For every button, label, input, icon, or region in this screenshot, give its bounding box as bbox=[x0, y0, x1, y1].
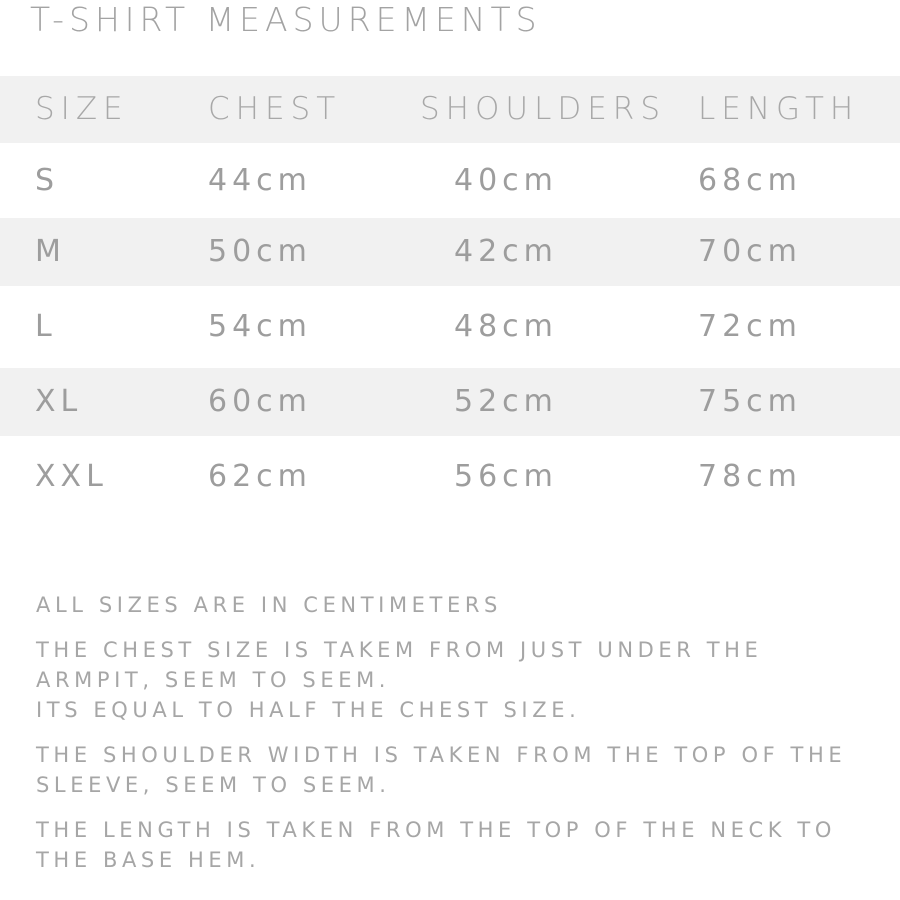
header-size: SIZE bbox=[35, 91, 129, 127]
cell-chest: 62cm bbox=[208, 459, 312, 494]
table-header-row bbox=[0, 76, 900, 143]
table-row bbox=[0, 436, 900, 518]
page-title: T-SHIRT MEASUREMENTS bbox=[30, 0, 542, 39]
cell-size: M bbox=[35, 234, 66, 269]
cell-size: S bbox=[35, 163, 60, 198]
cell-size: XXL bbox=[35, 459, 108, 494]
cell-shoulders: 40cm bbox=[454, 163, 558, 198]
note-units-text: ALL SIZES ARE IN CENTIMETERS bbox=[36, 593, 502, 617]
cell-chest: 60cm bbox=[208, 384, 312, 419]
cell-size: XL bbox=[35, 384, 83, 419]
cell-length: 78cm bbox=[698, 459, 802, 494]
cell-shoulders: 56cm bbox=[454, 459, 558, 494]
note-units bbox=[36, 590, 886, 620]
note-length-line-1: THE LENGTH IS TAKEN FROM THE TOP OF THE NECK TO bbox=[36, 818, 836, 842]
measurement-notes bbox=[36, 590, 886, 890]
cell-chest: 50cm bbox=[208, 234, 312, 269]
size-chart-table bbox=[0, 76, 900, 518]
header-length: LENGTH bbox=[698, 91, 860, 127]
note-length bbox=[36, 815, 886, 875]
table-row bbox=[0, 368, 900, 436]
note-shoulder bbox=[36, 740, 886, 800]
note-chest-line-2: ARMPIT, SEEM TO SEEM. bbox=[36, 668, 391, 692]
note-chest bbox=[36, 635, 886, 725]
note-shoulder-line-2: SLEEVE, SEEM TO SEEM. bbox=[36, 773, 391, 797]
note-shoulder-line-1: THE SHOULDER WIDTH IS TAKEN FROM THE TOP OF THE bbox=[36, 743, 847, 767]
table-row bbox=[0, 218, 900, 286]
cell-chest: 44cm bbox=[208, 163, 312, 198]
header-chest: CHEST bbox=[208, 91, 342, 127]
cell-length: 70cm bbox=[698, 234, 802, 269]
table-row bbox=[0, 286, 900, 368]
note-chest-line-1: THE CHEST SIZE IS TAKEM FROM JUST UNDER THE bbox=[36, 638, 763, 662]
cell-size: L bbox=[35, 309, 57, 344]
table-row bbox=[0, 143, 900, 218]
note-length-line-2: THE BASE HEM. bbox=[36, 848, 261, 872]
note-chest-line-3: ITS EQUAL TO HALF THE CHEST SIZE. bbox=[36, 698, 581, 722]
header-shoulders: SHOULDERS bbox=[420, 91, 667, 127]
cell-length: 68cm bbox=[698, 163, 802, 198]
cell-shoulders: 42cm bbox=[454, 234, 558, 269]
cell-shoulders: 48cm bbox=[454, 309, 558, 344]
cell-length: 75cm bbox=[698, 384, 802, 419]
cell-chest: 54cm bbox=[208, 309, 312, 344]
cell-length: 72cm bbox=[698, 309, 802, 344]
cell-shoulders: 52cm bbox=[454, 384, 558, 419]
